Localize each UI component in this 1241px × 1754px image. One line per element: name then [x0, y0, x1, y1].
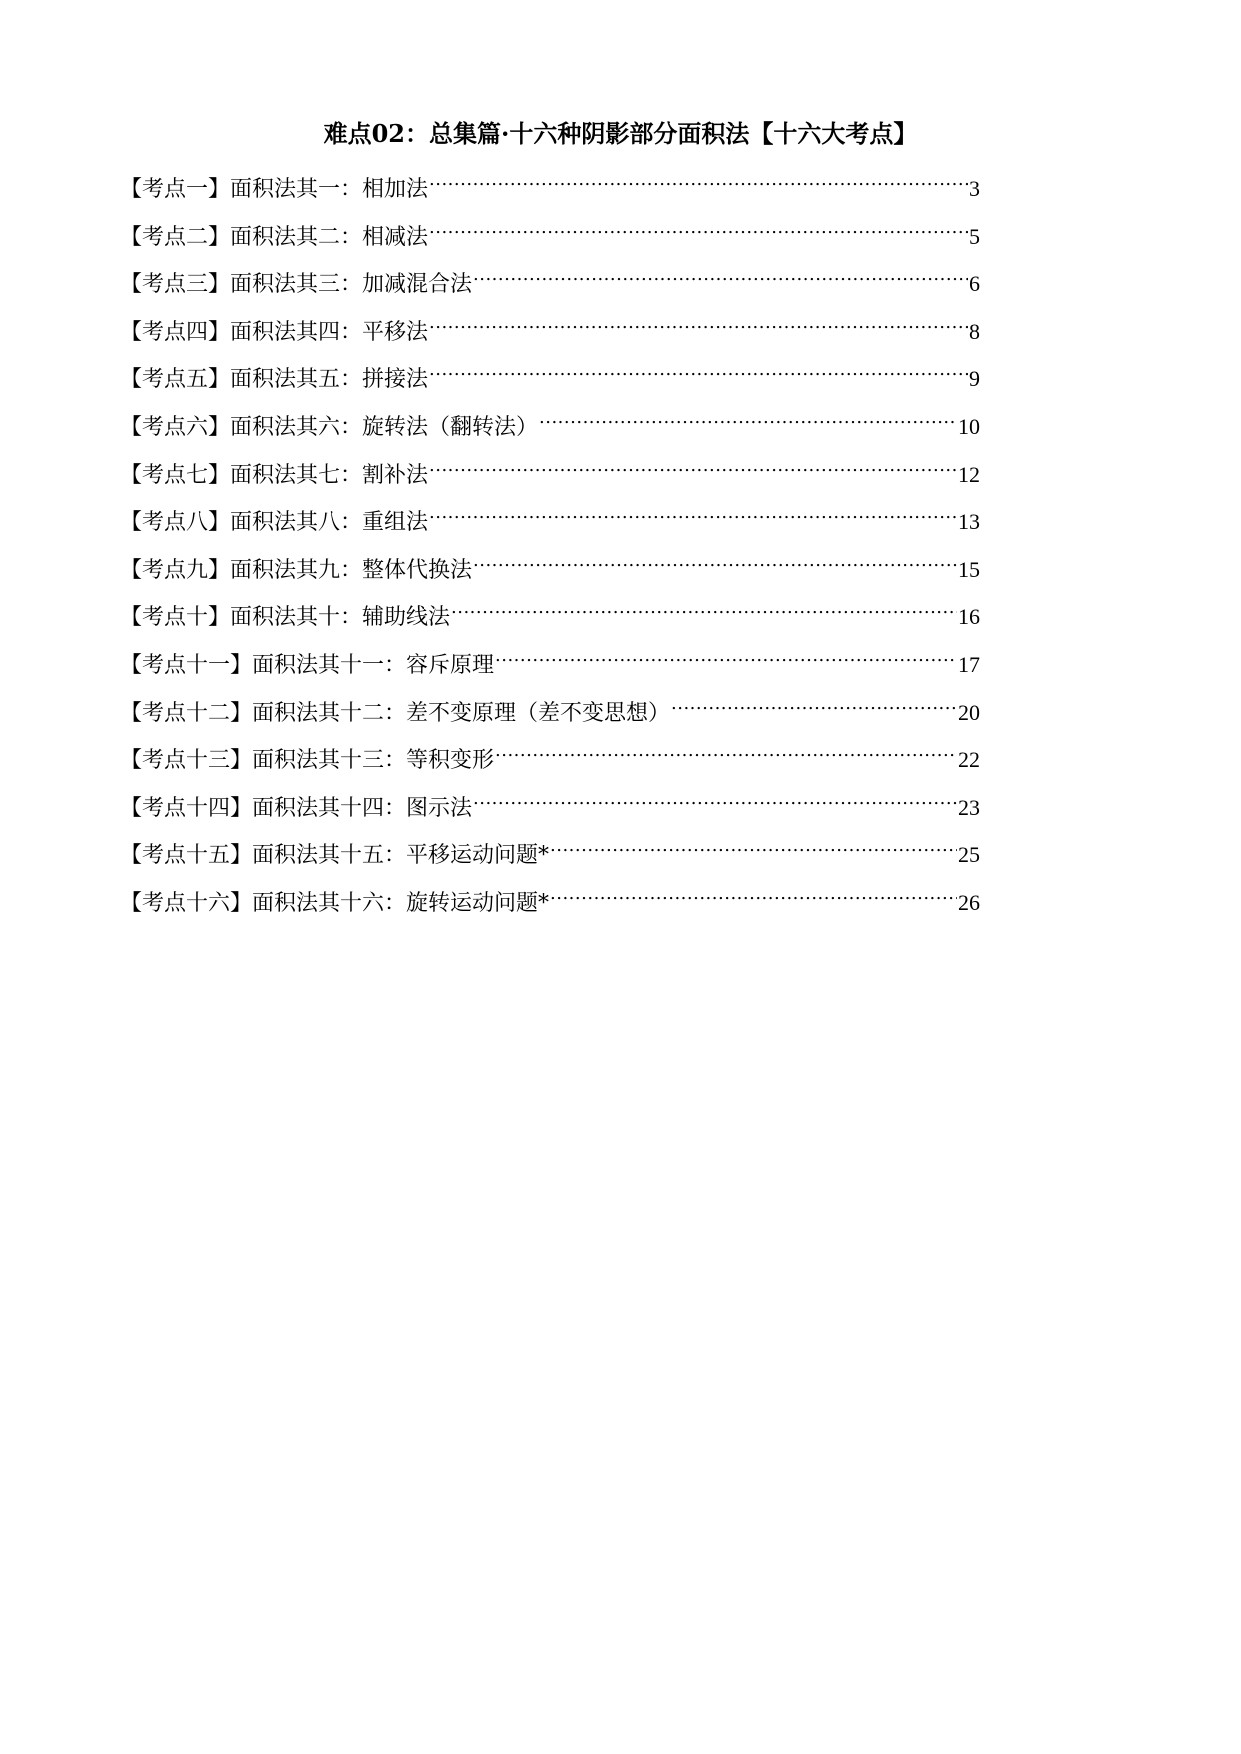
toc-entry-label[interactable]: 【考点四】面积法其四：平移法 — [120, 319, 429, 345]
toc-entry[interactable] — [120, 263, 980, 311]
toc-entry-label[interactable]: 【考点十】面积法其十：辅助线法 — [120, 605, 451, 631]
toc-dot-leader — [473, 263, 968, 291]
toc-dot-leader — [429, 501, 957, 529]
toc-dot-leader — [495, 739, 957, 767]
toc-entry-page-number[interactable]: 20 — [958, 699, 980, 725]
toc-entry-label[interactable]: 【考点五】面积法其五：拼接法 — [120, 367, 429, 393]
toc-entry-page-number[interactable]: 16 — [958, 604, 980, 630]
toc-entry-label[interactable]: 【考点十二】面积法其十二：差不变原理（差不变思想） — [120, 700, 671, 726]
toc-entry-label[interactable]: 【考点八】面积法其八：重组法 — [120, 510, 429, 536]
toc-entry-label[interactable]: 【考点一】面积法其一：相加法 — [120, 177, 429, 202]
toc-entry-label[interactable]: 【考点十六】面积法其十六：旋转运动问题* — [120, 890, 550, 916]
toc-dot-leader — [451, 596, 957, 624]
toc-entry-page-number[interactable]: 26 — [958, 889, 980, 915]
toc-entry[interactable] — [120, 501, 980, 549]
toc-entry[interactable] — [120, 454, 980, 502]
toc-dot-leader — [550, 882, 957, 910]
toc-entry-page-number[interactable]: 5 — [969, 223, 980, 249]
toc-dot-leader — [429, 358, 968, 386]
toc-entry[interactable] — [120, 834, 980, 882]
toc-entry-page-number[interactable]: 3 — [969, 176, 980, 201]
toc-entry-page-number[interactable]: 9 — [969, 366, 980, 392]
toc-entry-label[interactable]: 【考点九】面积法其九：整体代换法 — [120, 557, 473, 583]
toc-entry[interactable] — [120, 596, 980, 644]
toc-entry[interactable] — [120, 311, 980, 359]
toc-entry[interactable] — [120, 882, 980, 930]
toc-entry-label[interactable]: 【考点七】面积法其七：割补法 — [120, 462, 429, 488]
toc-dot-leader — [429, 311, 968, 339]
toc-entry[interactable] — [120, 739, 980, 787]
toc-entry[interactable] — [120, 692, 980, 740]
toc-entry[interactable] — [120, 549, 980, 597]
toc-entry-page-number[interactable]: 25 — [958, 842, 980, 868]
toc-entry-page-number[interactable]: 10 — [958, 413, 980, 439]
toc-entry-label[interactable]: 【考点三】面积法其三：加减混合法 — [120, 272, 473, 298]
toc-dot-leader — [495, 644, 957, 672]
table-of-contents — [120, 168, 980, 930]
toc-entry[interactable] — [120, 406, 980, 454]
toc-entry[interactable] — [120, 168, 980, 216]
toc-entry-page-number[interactable]: 13 — [958, 509, 980, 535]
toc-entry-label[interactable]: 【考点十五】面积法其十五：平移运动问题* — [120, 843, 550, 869]
toc-entry-label[interactable]: 【考点十一】面积法其十一：容斥原理 — [120, 652, 495, 678]
toc-entry-page-number[interactable]: 17 — [958, 651, 980, 677]
toc-entry-page-number[interactable]: 8 — [969, 318, 980, 344]
toc-dot-leader — [539, 406, 957, 434]
toc-entry-page-number[interactable]: 6 — [969, 271, 980, 297]
toc-entry[interactable] — [120, 787, 980, 835]
toc-entry-page-number[interactable]: 15 — [958, 556, 980, 582]
toc-entry-label[interactable]: 【考点六】面积法其六：旋转法（翻转法） — [120, 414, 539, 440]
document-title: 难点02：总集篇·十六种阴影部分面积法【十六大考点】 — [323, 119, 918, 148]
toc-entry[interactable] — [120, 358, 980, 406]
toc-entry-page-number[interactable]: 12 — [958, 461, 980, 487]
toc-dot-leader — [671, 692, 957, 720]
toc-dot-leader — [550, 834, 957, 862]
toc-dot-leader — [473, 549, 957, 577]
toc-entry-page-number[interactable]: 22 — [958, 747, 980, 773]
toc-dot-leader — [429, 168, 968, 196]
toc-dot-leader — [473, 787, 957, 815]
toc-dot-leader — [429, 216, 968, 244]
toc-entry[interactable] — [120, 216, 980, 264]
toc-entry-label[interactable]: 【考点十四】面积法其十四：图示法 — [120, 795, 473, 821]
toc-entry[interactable] — [120, 644, 980, 692]
toc-dot-leader — [429, 454, 957, 482]
toc-entry-page-number[interactable]: 23 — [958, 794, 980, 820]
toc-entry-label[interactable]: 【考点十三】面积法其十三：等积变形 — [120, 748, 495, 774]
toc-entry-label[interactable]: 【考点二】面积法其二：相减法 — [120, 224, 429, 250]
